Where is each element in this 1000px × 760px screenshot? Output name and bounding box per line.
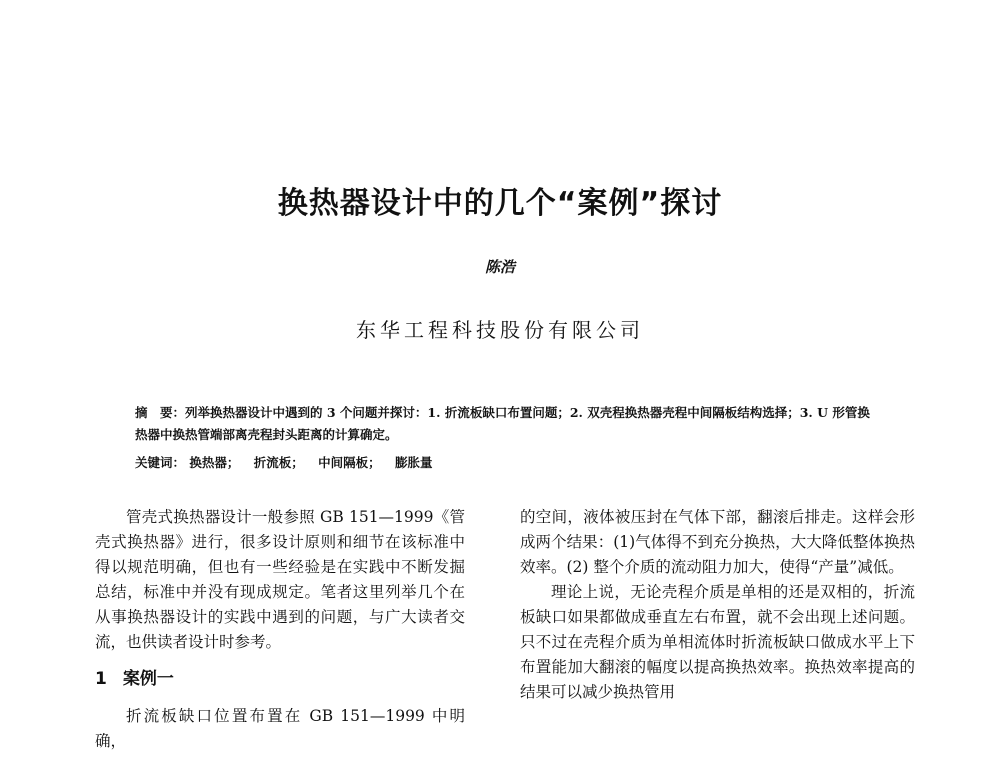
body-paragraph: 的空间，液体被压封在气体下部，翻滚后排走。这样会形成两个结果：(1)气体得不到充分换热，大大降低整体换热效率。(2) 整个介质的流动阻力加大，使得“产量”减低。 [520, 508, 915, 576]
body-paragraph: 折流板缺口位置布置在 GB 151—1999 中明确， [95, 707, 465, 750]
keyword-item: 换热器； [189, 455, 240, 470]
keyword-item: 膨胀量 [395, 455, 433, 470]
body-column-right [520, 505, 915, 705]
section-number: 1 [95, 669, 107, 689]
keywords [135, 453, 875, 471]
paper-title: 换热器设计中的几个“案例”探讨 [277, 186, 723, 221]
author-affiliation: 东华工程科技股份有限公司 [356, 318, 644, 342]
keywords-label: 关键词： [135, 455, 186, 470]
body-paragraph: 管壳式换热器设计一般参照 GB 151—1999《管壳式换热器》进行，很多设计原则和细节在该标准中得以规范明确，但也有一些经验是在实践中不断发掘总结，标准中并没有现成规定。笔者这里列举几个在从事换热器设计的实践中遇到的问题，与广大读者交流，也供读者设计时参考。 [95, 508, 465, 651]
abstract-text: 列举换热器设计中遇到的 3 个问题并探讨：1. 折流板缺口布置问题；2. 双壳程换热器壳程中间隔板结构选择；3. U 形管换热器中换热管端部离壳程封头距离的计算确定。 [135, 405, 870, 442]
abstract-label: 摘 要： [135, 405, 186, 420]
keyword-item: 折流板； [253, 455, 304, 470]
abstract [135, 402, 875, 446]
section-heading [95, 667, 465, 692]
body-paragraph: 理论上说，无论壳程介质是单相的还是双相的，折流板缺口如果都做成垂直左右布置，就不会出现上述问题。只不过在壳程介质为单相流体时折流板缺口做成水平上下布置能加大翻滚的幅度以提高换热效率。换热效率提高的结果可以减少换热管用 [520, 583, 915, 701]
section-title: 案例一 [122, 669, 174, 689]
body-column-left [95, 505, 465, 754]
keyword-item: 中间隔板； [318, 455, 381, 470]
author-name: 陈浩 [484, 258, 515, 276]
